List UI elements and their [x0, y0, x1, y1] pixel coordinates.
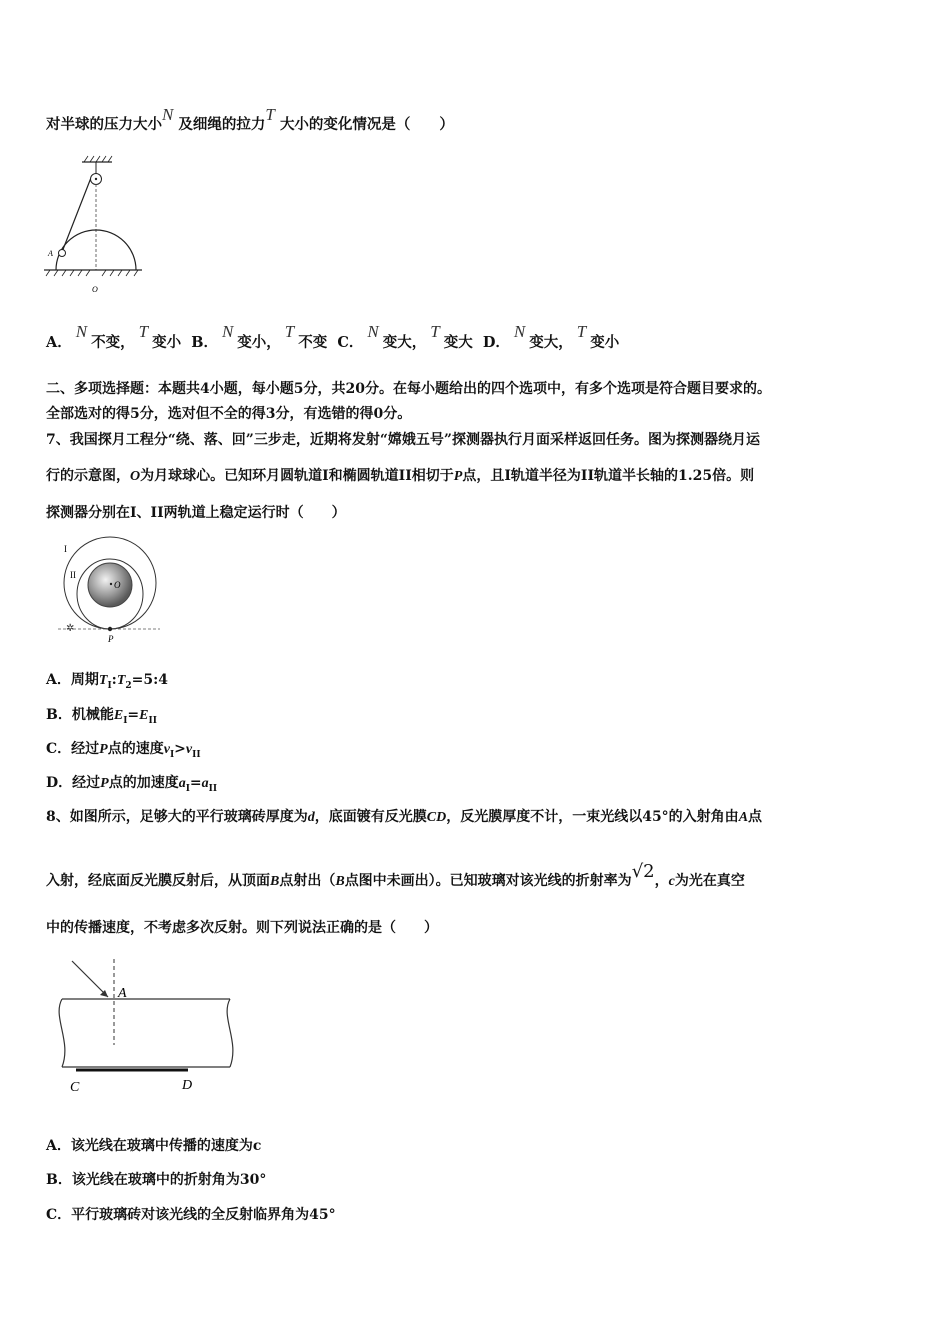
q7-opt-a-colon: : [111, 672, 117, 688]
q7-option-d [46, 773, 217, 799]
q7-opt-a-s1: I [107, 680, 112, 691]
q7-opt-c-mid: 点的速度 [107, 741, 164, 757]
q7-opt-c-pre: C．经过 [46, 741, 100, 757]
label-orbit-ii: II [70, 570, 76, 580]
q7-opt-b-e2: E [139, 708, 149, 723]
q7-line2 [46, 466, 754, 487]
q8-line2-B: B [270, 874, 280, 889]
q7-orbit-figure [56, 536, 166, 646]
option-d-n: N [513, 322, 526, 341]
q7-opt-a-s2: 2 [125, 680, 132, 691]
q7-opt-d-pre: D．经过 [46, 775, 101, 791]
option-d-t-text: 变小 [590, 334, 620, 351]
q8-line2-b: 点射出（ [279, 873, 336, 889]
q7-line3: 探测器分别在I、II两轨道上稳定运行时（ ） [46, 505, 346, 521]
option-d-n-text: 变大， [529, 334, 573, 351]
q8-line2-d: ， [654, 873, 669, 889]
q8-line1-b: ，底面镀有反光膜 [314, 809, 427, 825]
q8-option-b: B．该光线在玻璃中的折射角为30° [46, 1172, 267, 1188]
q7-line2-b: 为月球球心。已知环月圆轨道I和椭圆轨道II相切于 [140, 468, 454, 484]
q7-opt-b-s1: I [123, 715, 128, 726]
section2-line1: 二、多项选择题：本题共4小题，每小题5分，共20分。在每小题给出的四个选项中，有多个选项是符合题目要求的。 [46, 381, 771, 397]
option-a-letter: A． [46, 334, 72, 351]
q8-option-a: A．该光线在玻璃中传播的速度为c [46, 1138, 262, 1154]
q8-line2-e: 为光在真空 [674, 873, 745, 889]
q7-option-c [46, 739, 201, 765]
q7-opt-c-gt: > [174, 741, 186, 757]
q7-opt-b-pre: B．机械能 [46, 707, 114, 723]
q7-opt-d-s2: II [208, 783, 218, 794]
q7-opt-c-s1: I [169, 749, 175, 760]
q7-line1: 7、我国探月工程分“绕、落、回”三步走，近期将发射“嫦娥五号”探测器执行月面采样返回任务。图为探测器绕月运 [46, 432, 760, 448]
q7-line2-o: O [130, 469, 141, 484]
q8-line2 [46, 861, 745, 892]
option-a-t-text: 变小 [152, 334, 182, 351]
option-b-n-text: 变小， [237, 334, 281, 351]
q7-opt-c-v1: v [163, 742, 170, 757]
q7-line2-p: P [453, 469, 463, 484]
label-point-d: D [182, 1078, 193, 1093]
option-a-n-text: 不变， [91, 334, 135, 351]
q7-opt-d-a1: a [178, 776, 186, 791]
q8-line2-B2: B [335, 874, 345, 889]
option-c-n-text: 变大， [382, 334, 427, 351]
option-a-t: T [138, 322, 149, 341]
symbol-t: T [265, 105, 275, 124]
q8-line1 [46, 807, 762, 828]
q8-line3: 中的传播速度，不考虑多次反射。则下列说法正确的是（ ） [46, 920, 438, 936]
q8-option-c: C．平行玻璃砖对该光线的全反射临界角为45° [46, 1207, 336, 1223]
option-a-n: N [75, 322, 88, 341]
sqrt-two: √2 [631, 861, 655, 882]
q8-line1-a: 8、如图所示，足够大的平行玻璃砖厚度为 [46, 809, 308, 825]
label-point-p: P [108, 634, 114, 644]
label-moon-o: O [114, 580, 121, 590]
q7-opt-c-s2: II [192, 749, 201, 760]
q7-opt-b-eq: = [127, 707, 140, 723]
q7-opt-d-s1: I [185, 783, 190, 794]
label-point-c: C [70, 1080, 80, 1095]
q7-opt-c-v2: v [185, 742, 193, 757]
option-b-t-text: 不变 [298, 334, 328, 351]
option-b-n: N [221, 322, 234, 341]
q7-opt-b-e1: E [113, 708, 124, 723]
q8-line2-a: 入射，经底面反光膜反射后，从顶面 [46, 873, 270, 889]
q7-opt-a-t2: T [116, 673, 126, 688]
q6-stem [46, 105, 454, 135]
q7-opt-a-pre: A．周期 [46, 672, 99, 688]
q7-opt-d-eq: = [189, 775, 202, 791]
option-b-t: T [284, 322, 295, 341]
q7-opt-b-s2: II [148, 715, 157, 726]
option-d-letter: D． [482, 334, 510, 351]
q7-opt-a-t1: T [98, 673, 108, 688]
symbol-n: N [162, 105, 174, 124]
q8-line1-c: ，反光膜厚度不计，一束光线以45°的入射角由 [446, 809, 739, 825]
q6-stem-post: 大小的变化情况是（ ） [279, 116, 454, 133]
q6-stem-pre: 对半球的压力大小 [46, 116, 162, 133]
option-c-n: N [367, 322, 379, 341]
q7-line2-c: 点，且I轨道半径为II轨道半长轴的1.25倍。则 [462, 468, 755, 484]
q7-opt-d-p: P [100, 776, 109, 791]
q7-option-b [46, 705, 157, 731]
q7-opt-d-mid: 点的加速度 [108, 775, 179, 791]
q8-line1-e: 点 [748, 809, 763, 825]
q8-glass-figure [48, 955, 248, 1100]
option-c-t-text: 变大 [443, 334, 473, 351]
q7-opt-a-post: =5:4 [131, 672, 169, 688]
q8-line1-A: A [738, 810, 749, 825]
section2-line2: 全部选对的得5分，选对但不全的得3分，有选错的得0分。 [46, 406, 412, 422]
q7-line2-a: 行的示意图， [46, 468, 130, 484]
q6-options [46, 322, 620, 353]
option-c-t: T [430, 322, 440, 341]
label-orbit-i: I [64, 544, 67, 554]
probe-icon: ✲ [66, 623, 75, 634]
q7-option-a [46, 670, 168, 696]
q7-opt-d-a2: a [201, 776, 209, 791]
q8-line2-c: 点图中未画出）。已知玻璃对该光线的折射率为 [344, 873, 632, 889]
q8-line2-cc: c [668, 874, 675, 889]
label-point-a: A [118, 986, 127, 1001]
label-o: O [92, 285, 98, 294]
q6-hemisphere-figure [42, 152, 152, 297]
q8-line1-d: d [307, 810, 315, 825]
q6-stem-mid: 及细绳的拉力 [178, 116, 266, 133]
q7-opt-c-p: P [99, 742, 108, 757]
option-b-letter: B． [191, 334, 218, 351]
option-d-t: T [576, 322, 587, 341]
q8-line1-cd: CD [426, 810, 447, 825]
option-c-letter: C． [337, 334, 364, 351]
label-a: A [48, 249, 53, 258]
